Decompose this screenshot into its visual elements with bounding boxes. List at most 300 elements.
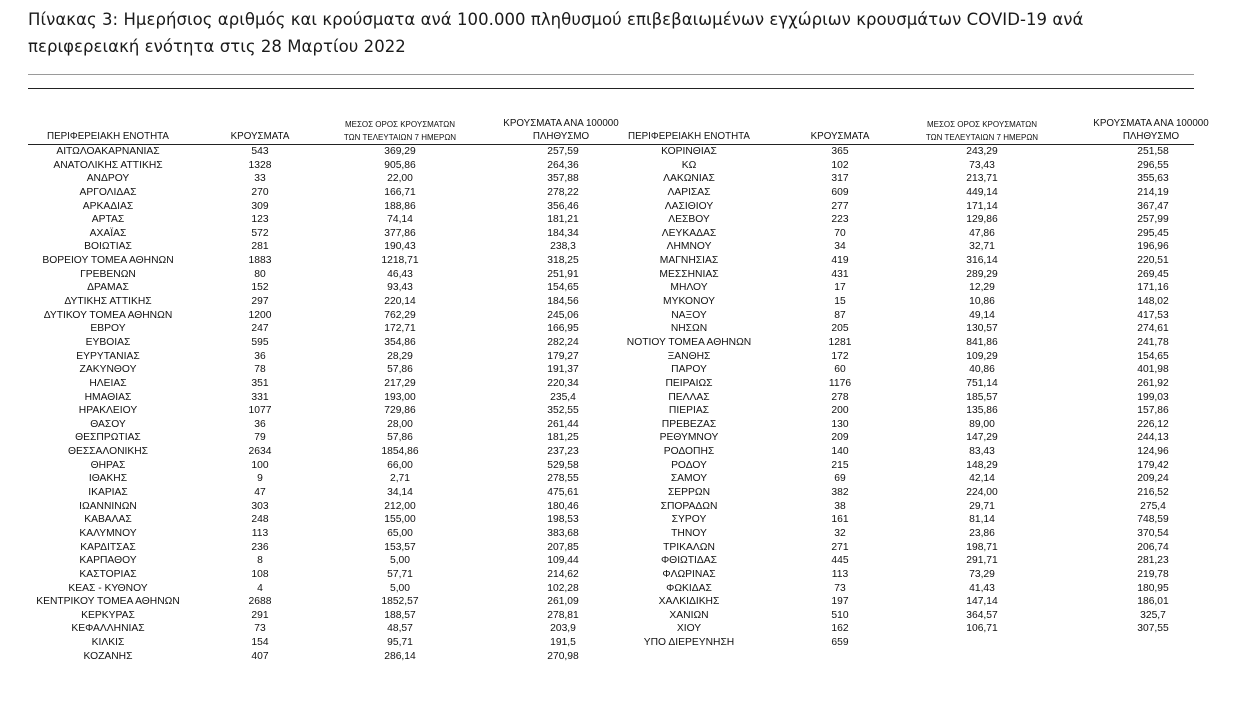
table-row bbox=[600, 404, 1194, 418]
table-row bbox=[600, 227, 1194, 241]
mean7-cell: 28,29 bbox=[387, 350, 413, 362]
header-cases: ΚΡΟΥΣΜΑΤΑ bbox=[810, 131, 870, 142]
mean7-cell: 171,14 bbox=[966, 200, 998, 212]
table-row bbox=[28, 472, 618, 486]
mean7-cell: 729,86 bbox=[384, 405, 416, 417]
per100k-cell: 235,4 bbox=[550, 391, 576, 403]
mean7-cell: 2,71 bbox=[389, 473, 411, 485]
per100k-cell: 367,47 bbox=[1137, 200, 1169, 212]
mean7-cell: 57,86 bbox=[387, 432, 413, 444]
cases-cell: 351 bbox=[251, 377, 269, 389]
mean7-cell: 449,14 bbox=[966, 186, 998, 198]
table-row bbox=[600, 582, 1194, 596]
header-per100k bbox=[1055, 117, 1247, 143]
title-divider bbox=[28, 74, 1194, 75]
region-cell: ΖΑΚΥΝΘΟΥ bbox=[79, 364, 137, 376]
per100k-cell: 529,58 bbox=[547, 459, 579, 471]
mean7-cell: 905,86 bbox=[384, 159, 416, 171]
table-row bbox=[28, 172, 618, 186]
cases-cell: 9 bbox=[257, 473, 263, 485]
cases-cell: 15 bbox=[834, 296, 846, 308]
mean7-cell: 369,29 bbox=[384, 146, 416, 157]
mean7-cell: 291,71 bbox=[966, 555, 998, 567]
per100k-cell: 148,02 bbox=[1137, 296, 1169, 308]
cases-cell: 17 bbox=[834, 282, 846, 294]
table-header-left bbox=[28, 112, 618, 145]
region-cell: ΚΑΣΤΟΡΙΑΣ bbox=[79, 568, 137, 580]
mean7-cell: 109,29 bbox=[966, 350, 998, 362]
mean7-cell: 148,29 bbox=[966, 459, 998, 471]
per100k-cell: 352,55 bbox=[547, 405, 579, 417]
mean7-cell: 57,86 bbox=[387, 364, 413, 376]
per100k-cell: 102,28 bbox=[547, 582, 579, 594]
cases-cell: 331 bbox=[251, 391, 269, 403]
table-row bbox=[600, 200, 1194, 214]
table-row bbox=[600, 350, 1194, 364]
header-mean7 bbox=[320, 118, 480, 144]
cases-cell: 36 bbox=[254, 350, 266, 362]
table-row bbox=[28, 527, 618, 541]
per100k-cell: 278,55 bbox=[547, 473, 579, 485]
table-row bbox=[28, 322, 618, 336]
table-body-left bbox=[28, 145, 618, 663]
per100k-cell: 261,09 bbox=[547, 596, 579, 608]
per100k-cell: 370,54 bbox=[1137, 527, 1169, 539]
table-row bbox=[600, 322, 1194, 336]
table-row bbox=[600, 445, 1194, 459]
mean7-cell: 29,71 bbox=[969, 500, 995, 512]
region-cell: ΘΕΣΣΑΛΟΝΙΚΗΣ bbox=[67, 446, 149, 458]
document-title: Πίνακας 3: Ημερήσιος αριθμός και κρούσματα ανά 100.000 πληθυσμού επιβεβαιωμένων εγχώριων κρουσμάτων COVID-19 ανά περιφερειακή ενότητα στις 28 Μαρτίου 2022 bbox=[28, 10, 1084, 56]
per100k-cell: 191,5 bbox=[550, 637, 576, 649]
table-row bbox=[600, 363, 1194, 377]
header-region: ΠΕΡΙΦΕΡΕΙΑΚΗ ΕΝΟΤΗΤΑ bbox=[628, 131, 750, 142]
mean7-cell: 751,14 bbox=[966, 377, 998, 389]
table-row bbox=[600, 568, 1194, 582]
mean7-cell: 66,00 bbox=[387, 459, 413, 471]
per100k-cell: 181,25 bbox=[547, 432, 579, 444]
table-row bbox=[28, 268, 618, 282]
region-cell: ΚΕΡΚΥΡΑΣ bbox=[81, 609, 135, 621]
cases-cell: 73 bbox=[834, 582, 846, 594]
per100k-cell: 186,01 bbox=[1137, 596, 1169, 608]
region-cell: ΚΟΡΙΝΘΙΑΣ bbox=[661, 146, 717, 157]
per100k-cell: 184,56 bbox=[547, 296, 579, 308]
per100k-cell: 325,7 bbox=[1140, 609, 1166, 621]
per100k-cell: 237,23 bbox=[547, 446, 579, 458]
per100k-cell: 257,99 bbox=[1137, 214, 1169, 226]
mean7-cell: 83,43 bbox=[969, 446, 995, 458]
table-row bbox=[600, 295, 1194, 309]
region-cell: ΚΑΡΔΙΤΣΑΣ bbox=[80, 541, 136, 553]
header-region: ΠΕΡΙΦΕΡΕΙΑΚΗ ΕΝΟΤΗΤΑ bbox=[47, 131, 169, 142]
cases-cell: 291 bbox=[251, 609, 269, 621]
per100k-cell: 199,03 bbox=[1137, 391, 1169, 403]
table-row bbox=[28, 459, 618, 473]
mean7-cell: 166,71 bbox=[384, 186, 416, 198]
per100k-cell: 245,06 bbox=[547, 309, 579, 321]
per100k-cell: 383,68 bbox=[547, 527, 579, 539]
table-row bbox=[600, 431, 1194, 445]
region-cell: ΑΝΑΤΟΛΙΚΗΣ ΑΤΤΙΚΗΣ bbox=[53, 159, 163, 171]
mean7-cell: 188,86 bbox=[384, 200, 416, 212]
table-row bbox=[28, 391, 618, 405]
region-cell: ΝΟΤΙΟΥ ΤΟΜΕΑ ΑΘΗΝΩΝ bbox=[626, 336, 752, 348]
table-row bbox=[28, 145, 618, 159]
cases-cell: 108 bbox=[251, 568, 269, 580]
header-mean7-line2: ΤΩΝ ΤΕΛΕΥΤΑΙΩΝ 7 ΗΜΕΡΩΝ bbox=[925, 133, 1039, 142]
per100k-cell: 157,86 bbox=[1137, 405, 1169, 417]
mean7-cell: 212,00 bbox=[384, 500, 416, 512]
mean7-cell: 46,43 bbox=[387, 268, 413, 280]
region-cell: ΘΕΣΠΡΩΤΙΑΣ bbox=[75, 432, 141, 444]
table-row bbox=[28, 200, 618, 214]
per100k-cell: 241,78 bbox=[1137, 336, 1169, 348]
per100k-cell: 154,65 bbox=[547, 282, 579, 294]
cases-cell: 4 bbox=[257, 582, 263, 594]
per100k-cell: 180,46 bbox=[547, 500, 579, 512]
mean7-cell: 65,00 bbox=[387, 527, 413, 539]
region-cell: ΛΕΥΚΑΔΑΣ bbox=[661, 227, 717, 239]
cases-cell: 38 bbox=[834, 500, 846, 512]
cases-cell: 271 bbox=[831, 541, 849, 553]
region-cell: ΙΩΑΝΝΙΝΩΝ bbox=[79, 500, 137, 512]
table-row bbox=[28, 486, 618, 500]
region-cell: ΣΑΜΟΥ bbox=[670, 473, 708, 485]
per100k-cell: 219,78 bbox=[1137, 568, 1169, 580]
header-cases: ΚΡΟΥΣΜΑΤΑ bbox=[230, 131, 290, 142]
cases-cell: 161 bbox=[831, 514, 849, 526]
cases-cell: 1281 bbox=[828, 336, 852, 348]
mean7-cell: 1854,86 bbox=[381, 446, 419, 458]
table-row bbox=[28, 650, 618, 664]
cases-cell: 47 bbox=[254, 487, 266, 499]
mean7-cell: 289,29 bbox=[966, 268, 998, 280]
region-cell: ΗΡΑΚΛΕΙΟΥ bbox=[78, 405, 138, 417]
per100k-cell: 196,96 bbox=[1137, 241, 1169, 253]
per100k-cell: 296,55 bbox=[1137, 159, 1169, 171]
cases-cell: 572 bbox=[251, 227, 269, 239]
cases-cell: 1883 bbox=[248, 255, 272, 267]
table-row bbox=[28, 431, 618, 445]
table-row bbox=[600, 636, 1194, 650]
table-row bbox=[600, 186, 1194, 200]
table-row bbox=[28, 227, 618, 241]
per100k-cell: 171,16 bbox=[1137, 282, 1169, 294]
table-row bbox=[28, 240, 618, 254]
mean7-cell: 32,71 bbox=[969, 241, 995, 253]
table-row bbox=[600, 336, 1194, 350]
region-cell: ΤΗΝΟΥ bbox=[671, 527, 707, 539]
region-cell: ΞΑΝΘΗΣ bbox=[667, 350, 711, 362]
cases-cell: 140 bbox=[831, 446, 849, 458]
per100k-cell: 214,19 bbox=[1137, 186, 1169, 198]
cases-cell: 317 bbox=[831, 173, 849, 185]
per100k-cell: 282,24 bbox=[547, 336, 579, 348]
per100k-cell: 181,21 bbox=[547, 214, 579, 226]
per100k-cell: 124,96 bbox=[1137, 446, 1169, 458]
mean7-cell: 147,29 bbox=[966, 432, 998, 444]
table-row bbox=[600, 309, 1194, 323]
per100k-cell: 274,61 bbox=[1137, 323, 1169, 335]
region-cell: ΒΟΙΩΤΙΑΣ bbox=[84, 241, 132, 253]
table-row bbox=[28, 418, 618, 432]
table-row bbox=[28, 281, 618, 295]
per100k-cell: 269,45 bbox=[1137, 268, 1169, 280]
region-cell: ΕΒΡΟΥ bbox=[90, 323, 126, 335]
table-row bbox=[28, 377, 618, 391]
table-row bbox=[28, 363, 618, 377]
cases-cell: 34 bbox=[834, 241, 846, 253]
table-row bbox=[600, 609, 1194, 623]
per100k-cell: 318,25 bbox=[547, 255, 579, 267]
table-row bbox=[28, 595, 618, 609]
region-cell: ΚΑΡΠΑΘΟΥ bbox=[79, 555, 137, 567]
per100k-cell: 198,53 bbox=[547, 514, 579, 526]
per100k-cell: 220,51 bbox=[1137, 255, 1169, 267]
table-row bbox=[600, 159, 1194, 173]
per100k-cell: 261,44 bbox=[547, 418, 579, 430]
mean7-cell: 316,14 bbox=[966, 255, 998, 267]
mean7-cell: 193,00 bbox=[384, 391, 416, 403]
region-cell: ΕΥΡΥΤΑΝΙΑΣ bbox=[76, 350, 140, 362]
table-row bbox=[28, 254, 618, 268]
table-row bbox=[600, 240, 1194, 254]
region-cell: ΧΙΟΥ bbox=[676, 623, 702, 635]
region-cell: ΝΑΞΟΥ bbox=[671, 309, 707, 321]
cases-cell: 609 bbox=[831, 186, 849, 198]
region-cell: ΑΧΑΪΑΣ bbox=[89, 227, 127, 239]
mean7-cell: 57,71 bbox=[387, 568, 413, 580]
mean7-cell: 153,57 bbox=[384, 541, 416, 553]
per100k-cell: 244,13 bbox=[1137, 432, 1169, 444]
mean7-cell: 48,57 bbox=[387, 623, 413, 635]
table-row bbox=[28, 541, 618, 555]
mean7-cell: 23,86 bbox=[969, 527, 995, 539]
per100k-cell: 179,27 bbox=[547, 350, 579, 362]
mean7-cell: 40,86 bbox=[969, 364, 995, 376]
table-row bbox=[28, 159, 618, 173]
mean7-cell: 1852,57 bbox=[381, 596, 419, 608]
cases-cell: 80 bbox=[254, 268, 266, 280]
mean7-cell: 5,00 bbox=[389, 582, 411, 594]
per100k-cell: 356,46 bbox=[547, 200, 579, 212]
mean7-cell: 28,00 bbox=[387, 418, 413, 430]
per100k-cell: 184,34 bbox=[547, 227, 579, 239]
mean7-cell: 41,43 bbox=[969, 582, 995, 594]
mean7-cell: 243,29 bbox=[966, 146, 998, 157]
region-cell: ΔΡΑΜΑΣ bbox=[87, 282, 129, 294]
table-row bbox=[28, 568, 618, 582]
cases-cell: 36 bbox=[254, 418, 266, 430]
cases-cell: 510 bbox=[831, 609, 849, 621]
header-mean7-line1: ΜΕΣΟΣ ΟΡΟΣ ΚΡΟΥΣΜΑΤΩΝ bbox=[926, 120, 1038, 129]
region-cell: ΠΙΕΡΙΑΣ bbox=[668, 405, 710, 417]
mean7-cell: 129,86 bbox=[966, 214, 998, 226]
region-cell: ΚΩ bbox=[681, 159, 697, 171]
per100k-cell: 355,63 bbox=[1137, 173, 1169, 185]
table-row bbox=[28, 336, 618, 350]
header-mean7-line1: ΜΕΣΟΣ ΟΡΟΣ ΚΡΟΥΣΜΑΤΩΝ bbox=[344, 120, 456, 129]
region-cell: ΔΥΤΙΚΗΣ ΑΤΤΙΚΗΣ bbox=[64, 296, 152, 308]
region-cell: ΚΕΑΣ - ΚΥΘΝΟΥ bbox=[68, 582, 148, 594]
cases-cell: 87 bbox=[834, 309, 846, 321]
cases-cell: 200 bbox=[831, 405, 849, 417]
table-row bbox=[600, 459, 1194, 473]
per100k-cell: 475,61 bbox=[547, 487, 579, 499]
header-per100k-line2: ΠΛΗΘΥΣΜΟ bbox=[1122, 131, 1180, 142]
per100k-cell: 295,45 bbox=[1137, 227, 1169, 239]
table-row bbox=[28, 554, 618, 568]
cases-cell: 2688 bbox=[248, 596, 272, 608]
table-row bbox=[600, 254, 1194, 268]
mean7-cell: 217,29 bbox=[384, 377, 416, 389]
region-cell: ΜΑΓΝΗΣΙΑΣ bbox=[659, 255, 719, 267]
region-cell: ΧΑΛΚΙΔΙΚΗΣ bbox=[658, 596, 720, 608]
header-mean7-line2: ΤΩΝ ΤΕΛΕΥΤΑΙΩΝ 7 ΗΜΕΡΩΝ bbox=[343, 133, 457, 142]
table-row bbox=[600, 281, 1194, 295]
region-cell: ΕΥΒΟΙΑΣ bbox=[85, 336, 131, 348]
table-row bbox=[28, 513, 618, 527]
cases-cell: 102 bbox=[831, 159, 849, 171]
per100k-cell: 220,34 bbox=[547, 377, 579, 389]
region-cell: ΒΟΡΕΙΟΥ ΤΟΜΕΑ ΑΘΗΝΩΝ bbox=[42, 255, 174, 267]
table-top-border bbox=[28, 88, 1194, 89]
cases-cell: 278 bbox=[831, 391, 849, 403]
cases-cell: 113 bbox=[251, 527, 269, 539]
cases-cell: 78 bbox=[254, 364, 266, 376]
region-cell: ΠΕΛΛΑΣ bbox=[668, 391, 710, 403]
cases-cell: 33 bbox=[254, 173, 266, 185]
table-row bbox=[28, 350, 618, 364]
cases-cell: 209 bbox=[831, 432, 849, 444]
cases-cell: 303 bbox=[251, 500, 269, 512]
table-row bbox=[600, 472, 1194, 486]
region-cell: ΑΙΤΩΛΟΑΚΑΡΝΑΝΙΑΣ bbox=[56, 146, 160, 157]
region-cell: ΦΛΩΡΙΝΑΣ bbox=[662, 568, 716, 580]
region-cell: ΜΕΣΣΗΝΙΑΣ bbox=[659, 268, 719, 280]
mean7-cell: 188,57 bbox=[384, 609, 416, 621]
mean7-cell: 73,29 bbox=[969, 568, 995, 580]
region-cell: ΗΜΑΘΙΑΣ bbox=[84, 391, 132, 403]
region-cell: ΚΑΛΥΜΝΟΥ bbox=[79, 527, 137, 539]
region-cell: ΥΠΟ ΔΙΕΡΕΥΝΗΣΗ bbox=[643, 637, 735, 649]
cases-cell: 8 bbox=[257, 555, 263, 567]
region-cell: ΑΡΚΑΔΙΑΣ bbox=[82, 200, 134, 212]
per100k-cell: 180,95 bbox=[1137, 582, 1169, 594]
cases-cell: 247 bbox=[251, 323, 269, 335]
region-cell: ΡΟΔΟΥ bbox=[671, 459, 707, 471]
per100k-cell: 191,37 bbox=[547, 364, 579, 376]
region-cell: ΑΝΔΡΟΥ bbox=[86, 173, 130, 185]
region-cell: ΣΥΡΟΥ bbox=[671, 514, 707, 526]
table-row bbox=[28, 213, 618, 227]
region-cell: ΚΟΖΑΝΗΣ bbox=[83, 650, 133, 662]
mean7-cell: 762,29 bbox=[384, 309, 416, 321]
region-cell: ΜΗΛΟΥ bbox=[670, 282, 708, 294]
mean7-cell: 135,86 bbox=[966, 405, 998, 417]
table-row bbox=[28, 186, 618, 200]
mean7-cell: 1218,71 bbox=[381, 255, 419, 267]
mean7-cell: 213,71 bbox=[966, 173, 998, 185]
mean7-cell: 364,57 bbox=[966, 609, 998, 621]
region-cell: ΛΕΣΒΟΥ bbox=[668, 214, 710, 226]
region-cell: ΑΡΓΟΛΙΔΑΣ bbox=[79, 186, 137, 198]
mean7-cell: 198,71 bbox=[966, 541, 998, 553]
region-cell: ΜΥΚΟΝΟΥ bbox=[663, 296, 715, 308]
table-row bbox=[600, 595, 1194, 609]
cases-cell: 205 bbox=[831, 323, 849, 335]
per100k-cell: 251,91 bbox=[547, 268, 579, 280]
cases-cell: 130 bbox=[831, 418, 849, 430]
cases-cell: 123 bbox=[251, 214, 269, 226]
cases-cell: 100 bbox=[251, 459, 269, 471]
region-cell: ΦΩΚΙΔΑΣ bbox=[666, 582, 712, 594]
region-cell: ΘΑΣΟΥ bbox=[90, 418, 126, 430]
region-cell: ΗΛΕΙΑΣ bbox=[89, 377, 127, 389]
per100k-cell: 166,95 bbox=[547, 323, 579, 335]
region-cell: ΛΑΡΙΣΑΣ bbox=[667, 186, 711, 198]
per100k-cell: 278,22 bbox=[547, 186, 579, 198]
mean7-cell: 47,86 bbox=[969, 227, 995, 239]
cases-cell: 1077 bbox=[248, 405, 272, 417]
region-cell: ΚΕΝΤΡΙΚΟΥ ΤΟΜΕΑ ΑΘΗΝΩΝ bbox=[36, 596, 180, 608]
cases-cell: 277 bbox=[831, 200, 849, 212]
mean7-cell: 5,00 bbox=[389, 555, 411, 567]
table-header-right bbox=[600, 112, 1209, 145]
per100k-cell: 257,59 bbox=[547, 146, 579, 157]
cases-cell: 60 bbox=[834, 364, 846, 376]
region-cell: ΔΥΤΙΚΟΥ ΤΟΜΕΑ ΑΘΗΝΩΝ bbox=[43, 309, 173, 321]
cases-cell: 32 bbox=[834, 527, 846, 539]
cases-cell: 197 bbox=[831, 596, 849, 608]
region-cell: ΦΘΙΩΤΙΔΑΣ bbox=[660, 555, 718, 567]
table-row bbox=[28, 582, 618, 596]
cases-cell: 445 bbox=[831, 555, 849, 567]
table-row bbox=[600, 500, 1194, 514]
per100k-cell: 307,55 bbox=[1137, 623, 1169, 635]
mean7-cell: 73,43 bbox=[969, 159, 995, 171]
region-cell: ΙΘΑΚΗΣ bbox=[88, 473, 128, 485]
region-cell: ΓΡΕΒΕΝΩΝ bbox=[80, 268, 136, 280]
region-cell: ΡΕΘΥΜΝΟΥ bbox=[659, 432, 719, 444]
per100k-cell: 748,59 bbox=[1137, 514, 1169, 526]
per100k-cell: 207,85 bbox=[547, 541, 579, 553]
region-cell: ΚΑΒΑΛΑΣ bbox=[84, 514, 132, 526]
mean7-cell: 42,14 bbox=[969, 473, 995, 485]
cases-cell: 2634 bbox=[248, 446, 272, 458]
cases-cell: 69 bbox=[834, 473, 846, 485]
mean7-cell: 49,14 bbox=[969, 309, 995, 321]
per100k-cell: 278,81 bbox=[547, 609, 579, 621]
region-cell: ΠΡΕΒΕΖΑΣ bbox=[661, 418, 717, 430]
region-cell: ΛΑΚΩΝΙΑΣ bbox=[663, 173, 715, 185]
mean7-cell: 12,29 bbox=[969, 282, 995, 294]
mean7-cell: 185,57 bbox=[966, 391, 998, 403]
table-row bbox=[28, 500, 618, 514]
table-row bbox=[600, 513, 1194, 527]
cases-cell: 281 bbox=[251, 241, 269, 253]
region-cell: ΚΙΛΚΙΣ bbox=[91, 637, 125, 649]
per100k-cell: 216,52 bbox=[1137, 487, 1169, 499]
cases-cell: 407 bbox=[251, 650, 269, 662]
cases-cell: 223 bbox=[831, 214, 849, 226]
table-row bbox=[600, 554, 1194, 568]
region-cell: ΣΕΡΡΩΝ bbox=[667, 487, 711, 499]
table-row bbox=[600, 145, 1194, 159]
header-per100k-line1: ΚΡΟΥΣΜΑΤΑ ΑΝΑ 100000 bbox=[1093, 118, 1209, 129]
region-cell: ΧΑΝΙΩΝ bbox=[669, 609, 709, 621]
